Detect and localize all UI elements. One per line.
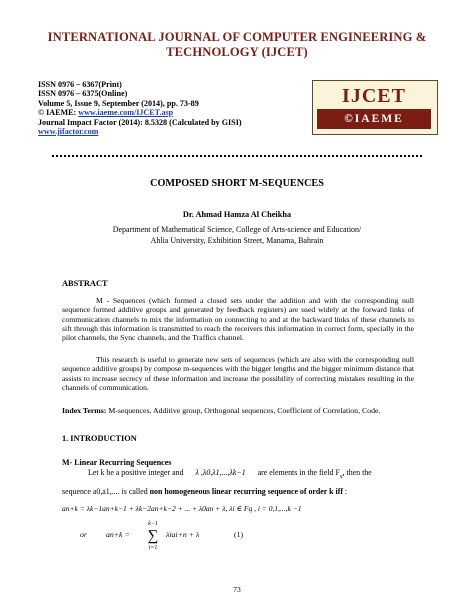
equation-rhs: λiai+n + λ — [166, 530, 200, 539]
iaeme-line — [38, 108, 298, 117]
equation-or: or — [80, 530, 87, 539]
introduction-heading: 1. INTRODUCTION — [62, 434, 137, 443]
index-terms — [62, 406, 414, 417]
jifactor-link[interactable]: www.jifactor.com — [38, 127, 99, 137]
iaeme-link[interactable]: www.iaeme.com/IJCET.asp — [78, 108, 174, 118]
summation-upper: k−1 — [148, 521, 158, 527]
page-number: 73 — [233, 585, 241, 594]
equation-lhs: an+k = — [106, 530, 130, 539]
sequence-definition — [62, 487, 422, 496]
author-name: Dr. Ahmad Hamza Al Cheikha — [182, 210, 292, 219]
paper-title: COMPOSED SHORT M-SEQUENCES — [150, 178, 324, 189]
affiliation-line1: Department of Mathematical Science, College of Arts-science and Education/ — [112, 225, 362, 234]
journal-title-line1: INTERNATIONAL JOURNAL OF COMPUTER ENGINEERING & — [47, 30, 427, 44]
ijcet-logo — [312, 80, 438, 135]
impact-factor: Journal Impact Factor (2014): 8.5328 (Calculated by GISI) — [38, 117, 242, 127]
logo-ijcet-text: IJCET — [342, 85, 406, 107]
summation-equation — [62, 520, 442, 560]
issn-block — [38, 80, 298, 136]
sequence-suffix: : — [342, 487, 348, 496]
author-affiliation — [40, 225, 434, 246]
sigma-glyph: ∑ — [147, 528, 159, 544]
logo-iaeme-text: ©IAEME — [317, 109, 431, 129]
lambda-list: λ ,λ0,λ1,...,λk−1 — [195, 468, 246, 477]
affiliation-line2: Ahlia University, Exhibition Street, Manama, Bahrain — [150, 235, 324, 245]
summation-symbol — [142, 520, 164, 553]
volume-info: Volume 5, Issue 9, September (2014), pp. 73-89 — [38, 98, 199, 108]
equation-number: (1) — [234, 530, 244, 539]
dotted-divider — [52, 155, 422, 157]
definition-text-c: , then the — [342, 468, 372, 477]
abstract-heading: ABSTRACT — [62, 279, 108, 288]
sequence-bold: non homogeneous linear recurring sequence of order k iff — [149, 487, 343, 496]
index-terms-label: Index Terms: — [62, 406, 107, 415]
definition-text-a: Let k be a positive integer and — [88, 468, 184, 477]
index-terms-text: M-sequences, Additive group, Orthogonal sequences, Coefficient of Correlation, Code. — [106, 406, 381, 415]
journal-title-line2: TECHNOLOGY (IJCET) — [166, 45, 308, 59]
iaeme-prefix: © IAEME: — [38, 108, 79, 118]
linear-recurring-heading: M- Linear Recurring Sequences — [62, 458, 172, 467]
sequence-prefix: sequence a0,a1,.... is called — [62, 487, 150, 496]
summation-lower: i=1 — [148, 545, 158, 551]
issn-print: ISSN 0976 – 6367(Print) — [38, 80, 122, 89]
issn-online: ISSN 0976 – 6375(Online) — [38, 89, 128, 99]
field-subscript: q — [339, 473, 343, 480]
definition-text-b: are elements in the field F — [257, 468, 340, 477]
abstract-paragraph-1: M - Sequences (which formed a closed sets under the addition and with the corresponding null sequence formed additive groups and generated by feedback registers) are used widely at the forward links of communication channels to mix the information on connecting to and at the backward links of these channels to sift through this information is transmitted to reach the receivers this information in correct form, specially in the pilot channels, the Sync channels, and the Traffics channel. — [62, 296, 414, 343]
recurrence-equation: an+k = λk−1an+k−1 + λk−2an+k−2 + ... + λ0an + λ, λi ∈ Fq , i = 0,1,...,k −1 — [62, 504, 302, 513]
journal-title — [40, 30, 434, 60]
abstract-paragraph-2: This research is useful to generate new sets of sequences (which are also with the corresponding null sequence additive groups) by compose m-sequences with the bigger lengths and the bigger minimum distance that assists to increase secrecy of these information and increase the possibility of correcting mistakes resulting in the channels of communication. — [62, 355, 414, 392]
definition-line — [88, 468, 428, 482]
